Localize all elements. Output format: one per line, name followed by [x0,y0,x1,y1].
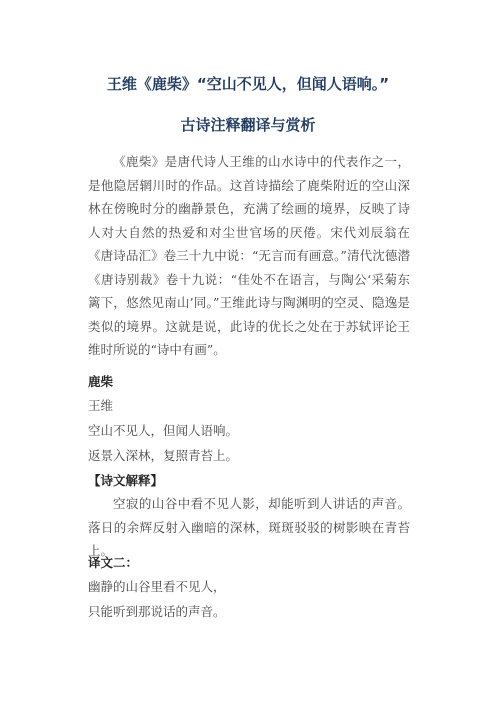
intro-paragraph: 《鹿柴》是唐代诗人王维的山水诗中的代表作之一，是他隐居辋川时的作品。这首诗描绘了鹿柴附近的空山深林在傍晚时分的幽静景色，充满了绘画的境界，反映了诗人对大自然的热爱和对尘世官场的厌倦。宋代刘辰翁在《唐诗品汇》卷三十九中说：“无言而有画意。”清代沈德潜《唐诗别裁》卷十九说：“佳处不在语言，与陶公‘采菊东篱下，悠然见南山’同。”王维此诗与陶渊明的空灵、隐逸是类似的境界。这就是说，此诗的优长之处在于苏轼评论王维时所说的“诗中有画”。 [88,154,410,357]
document-subtitle: 古诗注释翻译与赏析 [180,116,316,134]
explanation-heading: 【诗文解释】 [88,473,164,488]
translation2-line-1: 幽静的山谷里看不见人， [88,579,226,594]
intro-section [88,150,410,362]
poem-line-1: 空山不见人，但闻人语响。 [88,423,239,438]
poem-line-2: 返景入深林，复照青苔上。 [88,448,239,463]
translation2-heading: 译文二： [88,555,139,570]
explanation-text: 空寂的山谷中看不见人影，却能听到人讲话的声音。落日的余辉反射入幽暗的深林，斑斑驳驳的树影映在青苔上。 [88,496,410,558]
document-title: 王维《鹿柴》“空山不见人，但闻人语响。” [106,75,390,93]
translation2-line-2: 只能听到那说话的声音。 [88,604,226,619]
poem-heading: 鹿柴 [88,374,114,389]
explanation-section [88,492,410,563]
poem-author: 王维 [88,398,114,413]
